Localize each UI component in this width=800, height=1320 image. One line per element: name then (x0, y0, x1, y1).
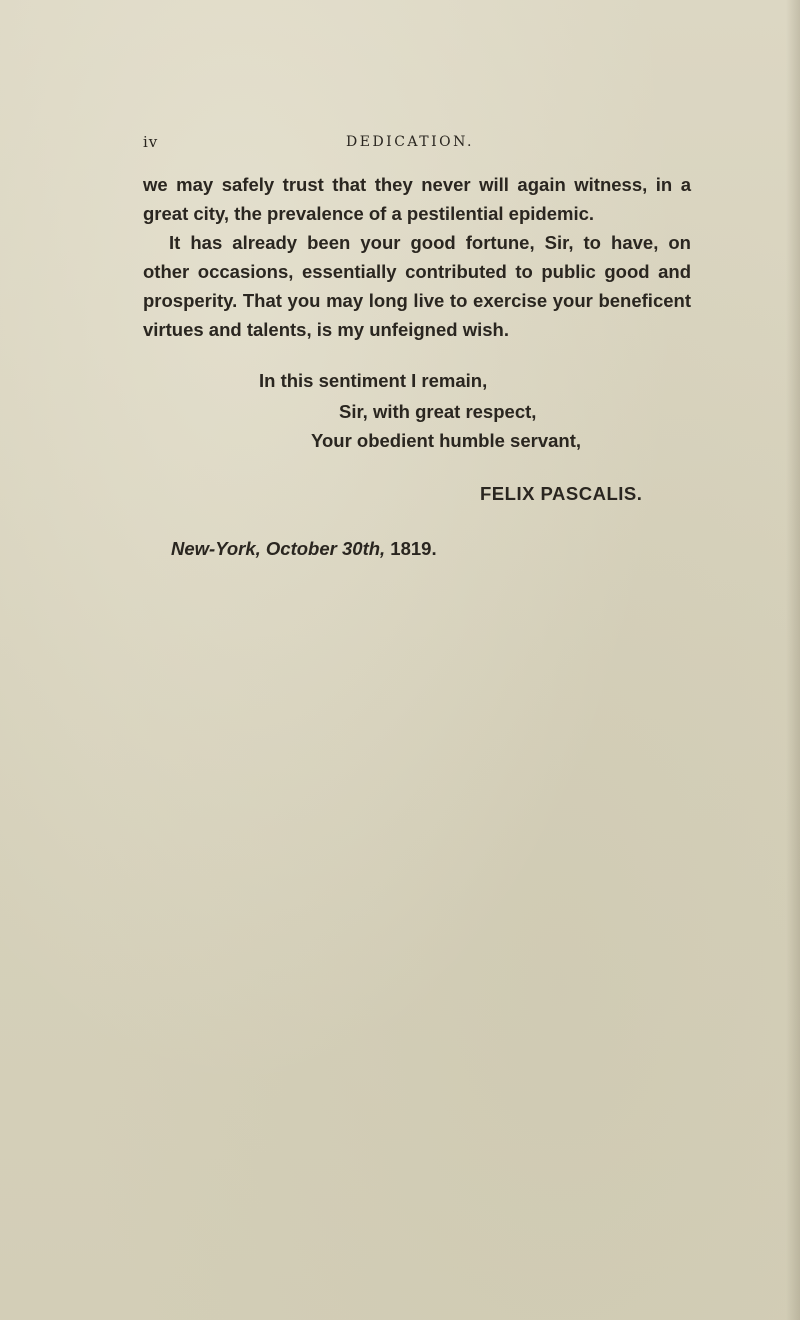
running-head-title: DEDICATION. (346, 134, 474, 150)
paragraph-continuation: we may safely trust that they never will again witness, in a great city, the prevalence of a pestilential epidemic. (143, 174, 691, 224)
closing-line-2: Sir, with great respect, (339, 401, 537, 422)
closing-line-3: Your obedient humble servant, (311, 430, 582, 451)
signature: FELIX PASCALIS. (480, 483, 643, 504)
page-edge-shadow (786, 0, 800, 1320)
page-number: iv (143, 133, 159, 151)
paragraph: It has already been your good fortune, Sir, to have, on other occasions, essentially contributed to public good and prosperity. That you may long live to exercise your beneficent virtues and talents, is my unfeigned wish. (143, 232, 691, 340)
body-text (143, 170, 691, 344)
dateline (171, 538, 437, 560)
dateline-place-date: New-York, October 30th, (171, 538, 386, 559)
dateline-year: 1819. (385, 538, 437, 559)
running-head (143, 133, 688, 153)
closing-line-1: In this sentiment I remain, (259, 370, 488, 391)
